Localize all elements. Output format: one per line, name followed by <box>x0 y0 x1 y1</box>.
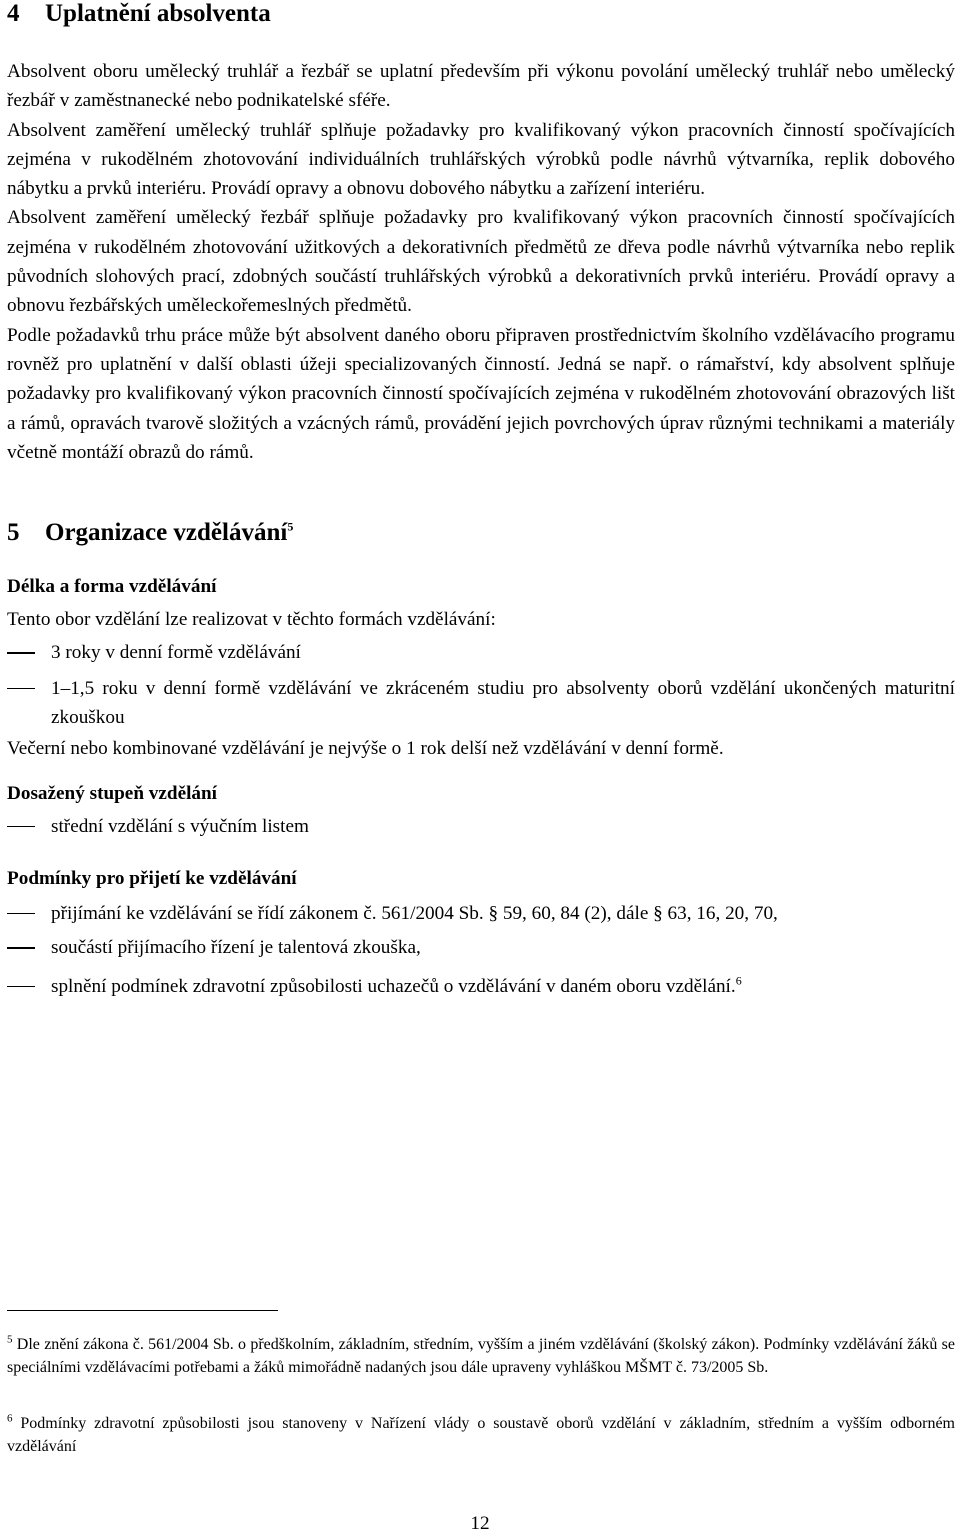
section-4-heading <box>7 0 955 28</box>
list-item <box>7 812 955 841</box>
subheading-podminky: Podmínky pro přijetí ke vzdělávání <box>7 867 297 889</box>
paragraph: Tento obor vzdělání lze realizovat v těchto formách vzdělávání: <box>7 609 496 631</box>
footnote-ref[interactable]: 6 <box>735 973 742 988</box>
list-item <box>7 674 955 733</box>
paragraph: Absolvent oboru umělecký truhlář a řezbář se uplatní především při výkonu povolání umělecký truhlář nebo umělecký řezbář v zaměstnanecké nebo podnikatelské sféře. <box>7 61 955 112</box>
paragraph: Absolvent zaměření umělecký řezbář splňuje požadavky pro kvalifikovaný výkon pracovních činností spočívajících zejména v rukodělném zhotovování užitkových a dekorativních předmětů ze dřeva podle návrhů výtvarníka nebo replik původních slohových prací, zdobných součástí truhlářských výrobků a dekorativních prvků interiéru. Provádí opravy a obnovu řezbářských uměleckořemeslných předmětů. <box>7 207 955 317</box>
section-number: 5 <box>7 519 20 547</box>
list-item <box>7 933 955 962</box>
dash-bullet <box>7 947 35 949</box>
footnote-5 <box>7 1333 955 1379</box>
footnote-text: Podmínky zdravotní způsobilosti jsou stanoveny v Nařízení vlády o soustavě oborů vzdělání v základním, středním a vyšším odborném vzdělávání <box>7 1415 956 1455</box>
footnote-ref[interactable]: 5 <box>287 519 294 534</box>
dash-bullet <box>7 913 35 915</box>
dash-bullet <box>7 688 35 690</box>
footnote-6 <box>7 1412 955 1458</box>
subheading-stupen: Dosažený stupeň vzdělání <box>7 782 218 804</box>
section-number: 4 <box>7 0 20 27</box>
section-title: Uplatnění absolventa <box>45 0 271 27</box>
paragraph: Podle požadavků trhu práce může být absolvent daného oboru připraven prostřednictvím školního vzdělávacího programu rovněž pro uplatnění v další oblasti úžeji specializovaných činností. Jedná se např. o rámařství, kdy absolvent splňuje požadavky pro kvalifikovaný výkon pracovních činností spočívajících zejména v rukodělném zhotovování obrazových lišt a rámů, opravách tvarově složitých a vzácných rámů, provádění jejich povrchových úprav různými technikami a materiály včetně montáží obrazů do rámů. <box>7 324 955 463</box>
dash-bullet <box>7 986 35 988</box>
subheading-forma: Délka a forma vzdělávání <box>7 576 217 598</box>
footnote-mark: 5 <box>7 1333 13 1346</box>
document-page <box>7 0 955 1001</box>
page-number: 12 <box>470 1513 490 1534</box>
footnote-mark: 6 <box>7 1412 13 1425</box>
section-5-heading <box>7 519 955 547</box>
paragraph: Večerní nebo kombinované vzdělávání je nejvýše o 1 rok delší než vzdělávání v denní formě. <box>7 738 724 760</box>
list-item <box>7 638 955 667</box>
list-item-text: přijímání ke vzdělávání se řídí zákonem č. 561/2004 Sb. § 59, 60, 84 (2), dále § 63, 16, 20, 70, <box>51 902 778 924</box>
list-item <box>7 899 955 928</box>
section-title: Organizace vzdělávání <box>45 519 288 547</box>
list-item-text: součástí přijímacího řízení je talentová zkouška, <box>51 937 421 959</box>
list-item-text: splnění podmínek zdravotní způsobilosti uchazečů o vzdělávání v daném oboru vzdělání. <box>51 975 736 997</box>
dash-bullet <box>7 652 35 654</box>
list-item-text: 1–1,5 roku v denní formě vzdělávání ve zkráceném studiu pro absolventy oborů vzdělání ukončených maturitní zkouškou <box>51 677 955 729</box>
list-item-text: střední vzdělání s výučním listem <box>51 815 309 837</box>
footnote-separator <box>7 1310 278 1311</box>
list-item-text: 3 roky v denní formě vzdělávání <box>51 642 301 664</box>
paragraph: Absolvent zaměření umělecký truhlář splňuje požadavky pro kvalifikovaný výkon pracovních činností spočívajících zejména v rukodělném zhotovování individuálních truhlářských výrobků podle návrhů výtvarníka, replik dobového nábytku a prvků interiéru. Provádí opravy a obnovu dobového nábytku a zařízení interiéru. <box>7 119 955 200</box>
list-item <box>7 972 955 1001</box>
footnote-text: Dle znění zákona č. 561/2004 Sb. o předškolním, základním, středním, vyšším a jiném vzdělávání (školský zákon). Podmínky vzdělávání žáků se speciálními vzdělávacími potřebami a žáků mimořádně nadaných jsou dále upraveny vyhláškou MŠMT č. 73/2005 Sb. <box>7 1336 955 1376</box>
dash-bullet <box>7 826 35 828</box>
